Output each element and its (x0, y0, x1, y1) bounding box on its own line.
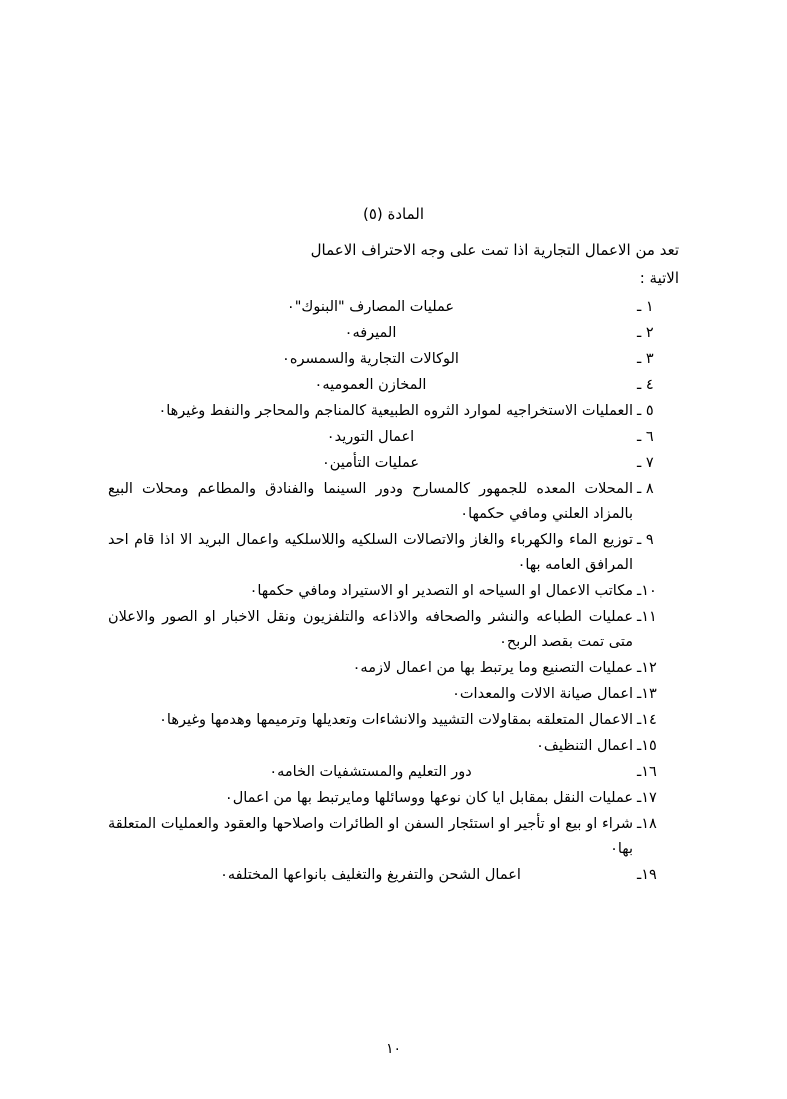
list-item (108, 295, 679, 320)
list-item-text: اعمال التنظيف٠ (536, 738, 633, 754)
list-item (108, 528, 679, 578)
list-item-number: ١٣ـ (637, 686, 657, 702)
list-item-number: ١٩ـ (637, 867, 657, 883)
list-item-number: ٥ ـ (637, 403, 654, 419)
list-item-text: الميرفه٠ (344, 325, 397, 341)
list-item-text: الاعمال المتعلقه بمقاولات التشييد والانشاءات وتعديلها وترميمها وهدمها وغيرها٠ (159, 712, 633, 728)
list-item-number: ٩ ـ (637, 532, 654, 548)
list-item (108, 321, 679, 346)
list-item-number: ٨ ـ (637, 481, 654, 497)
list-item-number: ١٠ـ (637, 583, 657, 599)
list-item (108, 579, 679, 604)
list-item (108, 605, 679, 655)
list-item-text: دور التعليم والمستشفيات الخامه٠ (269, 764, 472, 780)
list-item-number: ١٨ـ (637, 816, 657, 832)
list-item-text: شراء او بيع او تأجير او استئجار السفن او الطائرات واصلاحها والعقود والعمليات المتعلقة بها٠ (108, 816, 633, 857)
list-item (108, 399, 679, 424)
article-intro-line-1: تعد من الاعمال التجارية اذا تمت على وجه الاحتراف الاعمال (310, 241, 679, 259)
list-item (108, 812, 679, 862)
list-item (108, 786, 679, 811)
list-item-text: مكاتب الاعمال او السياحه او التصدير او الاستيراد ومافي حكمها٠ (249, 583, 633, 599)
list-item-text: توزيع الماء والكهرباء والغاز والاتصالات السلكيه واللاسلكيه واعمال البريد الا اذا قام احد المرافق العامه بها٠ (108, 532, 633, 573)
list-item-number: ١١ـ (637, 609, 657, 625)
list-item-number: ٣ ـ (637, 351, 654, 367)
list-item-number: ١ ـ (637, 299, 654, 315)
list-item-text: اعمال الشحن والتفريغ والتغليف بانواعها المختلفه٠ (220, 867, 521, 883)
list-item-text: اعمال التوريد٠ (326, 429, 415, 445)
document-body (108, 205, 679, 889)
list-item-number: ٦ ـ (637, 429, 654, 445)
article-title: المادة (٥) (362, 205, 425, 223)
page-number: ١٠ (385, 1041, 402, 1057)
list-item (108, 451, 679, 476)
list-item-number: ١٦ـ (637, 764, 657, 780)
list-item-text: الوكالات التجارية والسمسره٠ (282, 351, 459, 367)
list-item (108, 708, 679, 733)
list-item (108, 373, 679, 398)
list-item-number: ١٥ـ (637, 738, 657, 754)
article-intro (108, 237, 679, 291)
article-intro-line-2: الاتية : (639, 269, 679, 287)
list-item-number: ١٤ـ (637, 712, 657, 728)
list-item-text: عمليات النقل بمقابل ايا كان نوعها ووسائلها ومايرتبط بها من اعمال٠ (224, 790, 633, 806)
list-item-text: عمليات التأمين٠ (321, 455, 420, 471)
list-item-text: المخازن العموميه٠ (314, 377, 427, 393)
list-item-text: العمليات الاستخراجيه لموارد الثروه الطبيعية كالمناجم والمحاجر والنفط وغيرها٠ (158, 403, 633, 419)
list-item-number: ١٢ـ (637, 660, 657, 676)
list-item (108, 760, 679, 785)
list-item (108, 425, 679, 450)
list-item (108, 477, 679, 527)
list-item (108, 863, 679, 888)
list-item-text: عمليات الطباعه والنشر والصحافه والاذاعه والتلفزيون ونقل الاخبار او الصور والاعلان متى تمت بقصد الربح٠ (108, 609, 633, 650)
list-item (108, 347, 679, 372)
list-item (108, 682, 679, 707)
list-item-number: ٤ ـ (637, 377, 654, 393)
list-item-text: المحلات المعده للجمهور كالمسارح ودور السينما والفنادق والمطاعم ومحلات البيع بالمزاد العلني ومافي حكمها٠ (108, 481, 633, 522)
list-item-text: عمليات التصنيع وما يرتبط بها من اعمال لازمه٠ (352, 660, 633, 676)
clause-list (108, 295, 679, 888)
list-item-text: عمليات المصارف "البنوك"٠ (286, 299, 455, 315)
list-item-number: ٧ ـ (637, 455, 654, 471)
list-item (108, 656, 679, 681)
list-item (108, 734, 679, 759)
list-item-number: ٢ ـ (637, 325, 654, 341)
list-item-text: اعمال صيانة الالات والمعدات٠ (452, 686, 633, 702)
list-item-number: ١٧ـ (637, 790, 657, 806)
